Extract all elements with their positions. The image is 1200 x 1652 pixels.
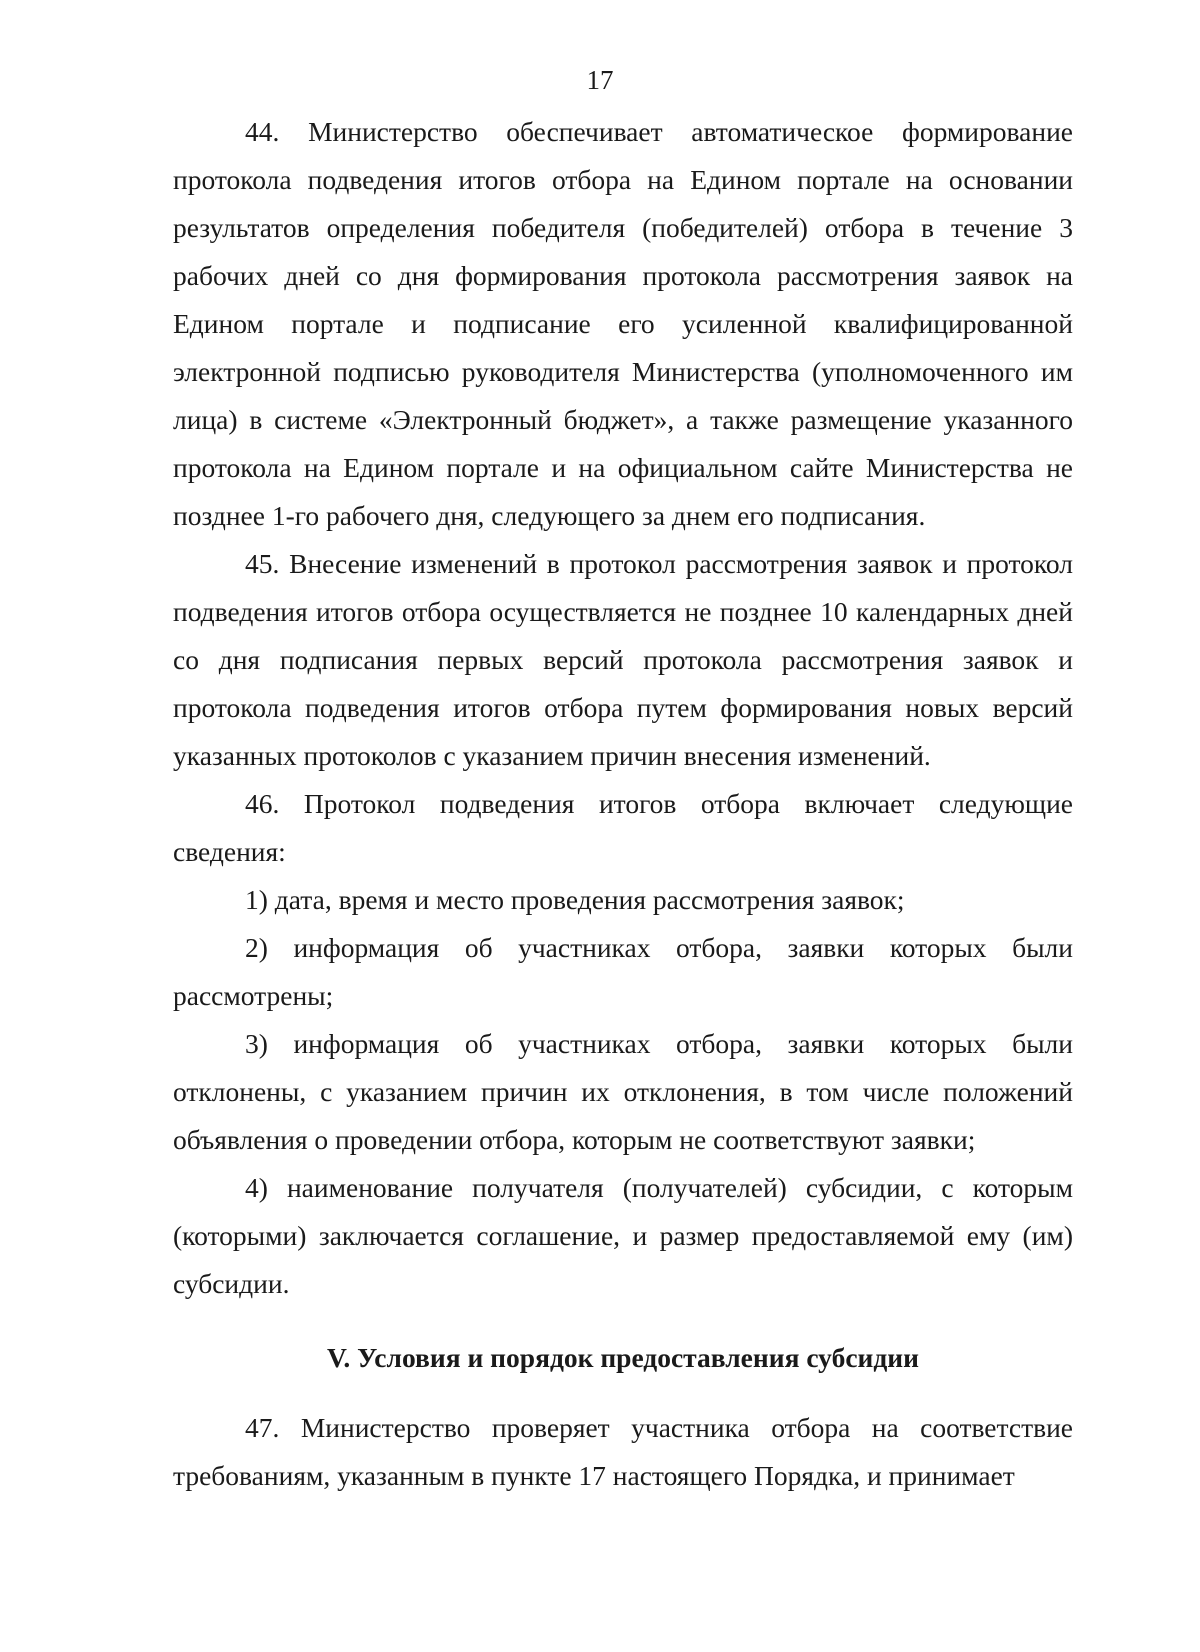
document-body — [173, 108, 1073, 1500]
paragraph-44: 44. Министерство обеспечивает автоматическое формирование протокола подведения итогов отбора на Едином портале на основании результатов определения победителя (победителей) отбора в течение 3 рабочих дней со дня формирования протокола рассмотрения заявок на Едином портале и подписание его усиленной квалифицированной электронной подписью руководителя Министерства (уполномоченного им лица) в системе «Электронный бюджет», а также размещение указанного протокола на Едином портале и на официальном сайте Министерства не позднее 1-го рабочего дня, следующего за днем его подписания. — [173, 116, 1073, 531]
list-item-3: 3) информация об участниках отбора, заявки которых были отклонены, с указанием причин их отклонения, в том числе положений объявления о проведении отбора, которым не соответствуют заявки; — [173, 1028, 1073, 1155]
list-item-2: 2) информация об участниках отбора, заявки которых были рассмотрены; — [173, 932, 1073, 1011]
paragraph-46: 46. Протокол подведения итогов отбора включает следующие сведения: — [173, 788, 1073, 867]
page-number: 17 — [586, 65, 614, 95]
section-heading: V. Условия и порядок предоставления субсидии — [327, 1342, 919, 1373]
paragraph-45: 45. Внесение изменений в протокол рассмотрения заявок и протокол подведения итогов отбора осуществляется не позднее 10 календарных дней со дня подписания первых версий протокола рассмотрения заявок и протокола подведения итогов отбора путем формирования новых версий указанных протоколов с указанием причин внесения изменений. — [173, 548, 1073, 771]
paragraph-47: 47. Министерство проверяет участника отбора на соответствие требованиям, указанным в пункте 17 настоящего Порядка, и принимает — [173, 1412, 1073, 1491]
list-item-4: 4) наименование получателя (получателей) субсидии, с которым (которыми) заключается соглашение, и размер предоставляемой ему (им) субсидии. — [173, 1172, 1073, 1299]
list-item-1: 1) дата, время и место проведения рассмотрения заявок; — [245, 884, 905, 915]
